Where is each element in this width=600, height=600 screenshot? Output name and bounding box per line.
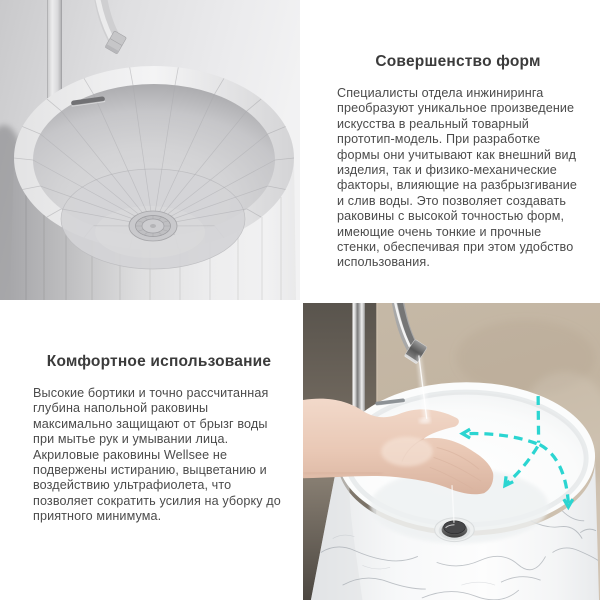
palm-highlight: [381, 437, 432, 467]
faucet-riser-pipe: [353, 303, 365, 424]
perfection-body: Специалисты отдела инжиниринга преобразуют уникальное произведение искусства в реальный товарный прототип-модель. При разработке формы они учитывают как внешний вид изделия, так и физико-механические факторы, влияющие на разбрызгивание и слив воды. Это позволяет создавать раковины с высокой точностью форм, имеющие очень тонкие и прочные стенки, обеспечивая при этом удобство использования.: [337, 86, 578, 270]
comfort-text-block: [33, 352, 285, 525]
wireframe-basin-illustration: [0, 0, 300, 300]
comfort-body: Высокие бортики и точно рассчитанная глубина напольной раковины максимально защищают от брызг воды при мытье рук и умывании лица. Акриловые раковины Wellsee не подвержены истиранию, выцветанию и воздействию ультрафиолета, что позволяет сократить усилия на уборку до приятного минимума.: [33, 386, 281, 524]
prototype-render-figure: [0, 0, 300, 300]
faucet-riser-pipe: [47, 0, 62, 98]
perfection-text-block: [337, 52, 579, 271]
usage-photo-figure: [303, 303, 600, 600]
drain-wireframe: [129, 211, 177, 241]
perfection-heading: Совершенство форм: [375, 53, 541, 70]
hand-washing-photo: [303, 303, 600, 600]
comfort-heading: Комфортное использование: [46, 353, 272, 370]
